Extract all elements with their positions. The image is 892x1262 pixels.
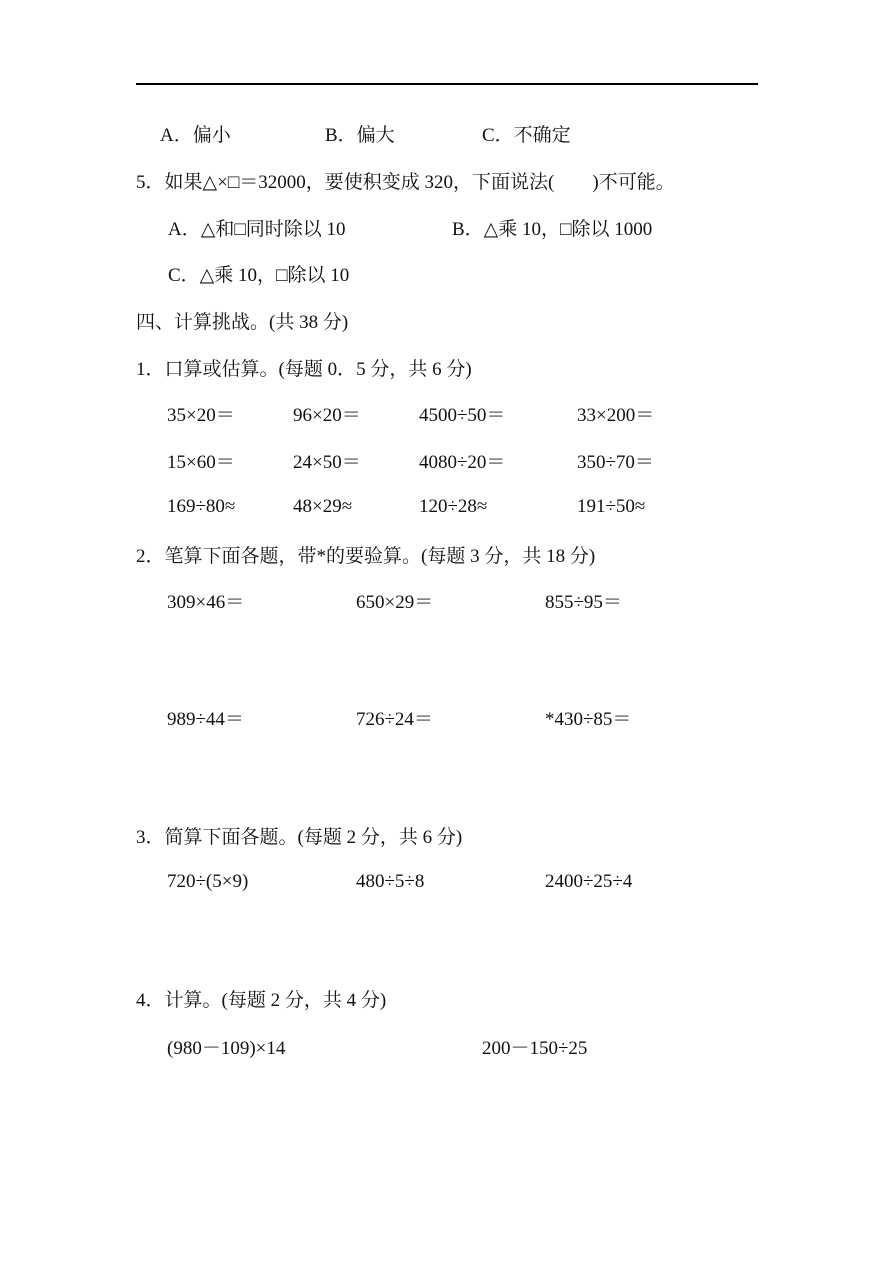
p3-item: 480÷5÷8 — [356, 871, 425, 892]
p2-item: 650×29＝ — [356, 592, 434, 613]
q5-option-a: A．△和□同时除以 10 — [168, 219, 346, 240]
p3-item: 2400÷25÷4 — [545, 871, 633, 892]
q4-option-b: B．偏大 — [325, 125, 395, 146]
p1-item: 4080÷20＝ — [419, 452, 506, 473]
p1-item: 33×200＝ — [577, 405, 655, 426]
q5-stem: 5．如果△×□＝32000，要使积变成 320，下面说法( )不可能。 — [136, 172, 675, 193]
header-rule — [136, 83, 758, 85]
p2-item: 726÷24＝ — [356, 709, 433, 730]
p1-item: 4500÷50＝ — [419, 405, 506, 426]
q5-option-b: B．△乘 10，□除以 1000 — [452, 219, 653, 240]
p1-item: 48×29≈ — [293, 496, 353, 517]
p2-item: 309×46＝ — [167, 592, 245, 613]
p1-item: 24×50＝ — [293, 452, 361, 473]
p4-item: (980－109)×14 — [167, 1038, 286, 1059]
p3-item: 720÷(5×9) — [167, 871, 249, 892]
p1-item: 120÷28≈ — [419, 496, 488, 517]
part1-title: 1．口算或估算。(每题 0．5 分，共 6 分) — [136, 359, 472, 380]
q4-option-a: A．偏小 — [160, 125, 231, 146]
part2-title: 2．笔算下面各题，带*的要验算。(每题 3 分，共 18 分) — [136, 546, 596, 567]
q4-option-c: C．不确定 — [482, 125, 571, 146]
p2-item: *430÷85＝ — [545, 709, 632, 730]
p1-item: 35×20＝ — [167, 405, 235, 426]
part4-title: 4．计算。(每题 2 分，共 4 分) — [136, 990, 387, 1011]
p4-item: 200－150÷25 — [482, 1038, 588, 1059]
p1-item: 191÷50≈ — [577, 496, 646, 517]
p1-item: 96×20＝ — [293, 405, 361, 426]
p1-item: 15×60＝ — [167, 452, 235, 473]
p2-item: 989÷44＝ — [167, 709, 244, 730]
p1-item: 350÷70＝ — [577, 452, 654, 473]
p2-item: 855÷95＝ — [545, 592, 622, 613]
p1-item: 169÷80≈ — [167, 496, 236, 517]
part3-title: 3．简算下面各题。(每题 2 分，共 6 分) — [136, 827, 463, 848]
section-title: 四、计算挑战。(共 38 分) — [136, 312, 349, 333]
q5-option-c: C．△乘 10，□除以 10 — [168, 265, 350, 286]
